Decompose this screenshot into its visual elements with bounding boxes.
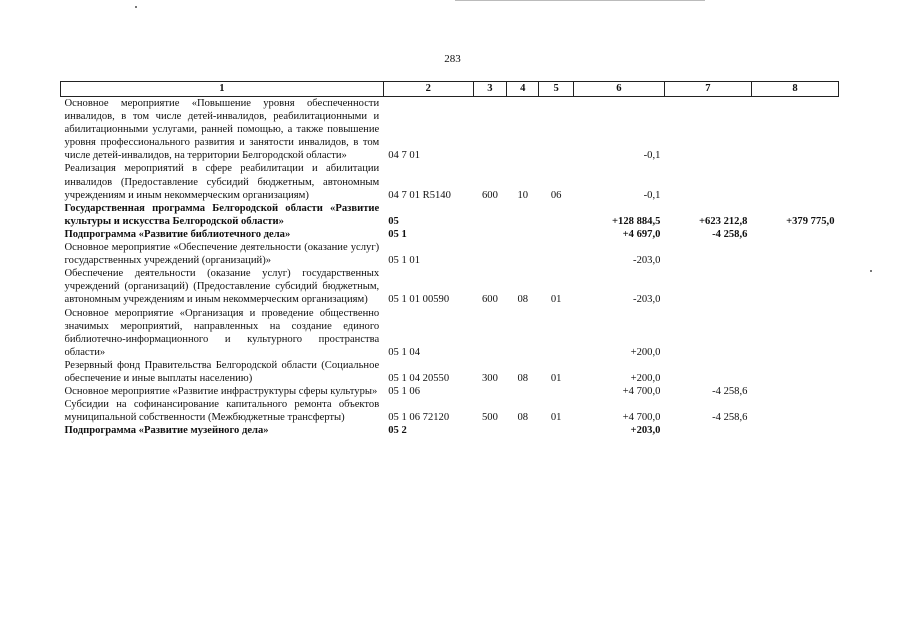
row-code: 05 1 06 72120 (388, 412, 450, 424)
row-col4 (507, 424, 539, 437)
row-col5 (539, 424, 573, 437)
table-body (61, 82, 839, 438)
row-code: 05 (388, 215, 399, 227)
row-col6: -0,1 (643, 150, 661, 162)
row-col8 (751, 267, 838, 306)
row-col7 (664, 241, 751, 267)
budget-table (60, 81, 839, 437)
row-name: Государственная программа Белгородской области «Развитие культуры и искусства Белгородской области» (64, 202, 380, 227)
row-col5: 06 (550, 189, 562, 201)
row-col4 (507, 97, 539, 163)
row-code: 05 2 (388, 425, 407, 437)
row-col3: 600 (481, 189, 498, 201)
row-col3 (473, 424, 506, 437)
row-col6: +200,0 (630, 346, 661, 358)
row-col7 (664, 97, 751, 163)
row-col8 (751, 424, 838, 437)
row-code: 05 1 (388, 228, 407, 240)
row-col7 (664, 162, 751, 201)
table-row (61, 241, 839, 267)
row-col4 (507, 241, 539, 267)
table-row (61, 202, 839, 228)
row-col8 (751, 385, 838, 398)
col-header: 4 (507, 82, 539, 97)
row-col7 (664, 307, 751, 359)
row-col8 (751, 241, 838, 267)
row-col7: -4 258,6 (712, 228, 748, 240)
col-header: 8 (751, 82, 838, 97)
scan-speck (870, 270, 872, 272)
row-name: Резервный фонд Правительства Белгородской области (Социальное обеспечение и иные выплаты населению) (64, 359, 380, 384)
row-col6: +128 884,5 (612, 215, 661, 227)
row-col4: 08 (517, 294, 529, 306)
row-code: 05 1 06 (388, 386, 420, 398)
row-col4: 08 (517, 412, 529, 424)
table-row (61, 162, 839, 201)
row-col5 (539, 385, 573, 398)
row-col5 (539, 228, 573, 241)
row-col3 (473, 202, 506, 228)
row-code: 05 1 01 (388, 255, 420, 267)
row-col6: +203,0 (630, 425, 661, 437)
row-col8 (751, 359, 838, 385)
row-col7: -4 258,6 (712, 412, 748, 424)
row-name: Подпрограмма «Развитие музейного дела» (64, 425, 269, 437)
row-name: Основное мероприятие «Обеспечение деятельности (оказание услуг) государственных учреждений (организаций)» (64, 242, 380, 267)
row-col3 (473, 228, 506, 241)
row-name: Субсидии на софинансирование капитального ремонта объектов муниципальной собственности (Межбюджетные трансферты) (64, 399, 380, 424)
row-code: 04 7 01 R5140 (388, 189, 451, 201)
table-row (61, 267, 839, 306)
row-col4 (507, 307, 539, 359)
row-col5: 01 (550, 294, 562, 306)
row-col3: 500 (481, 412, 498, 424)
row-code: 04 7 01 (388, 150, 420, 162)
row-col6: -203,0 (633, 255, 661, 267)
row-col4: 10 (517, 189, 529, 201)
row-col3: 600 (481, 294, 498, 306)
row-col6: -0,1 (643, 189, 661, 201)
row-name: Обеспечение деятельности (оказание услуг) государственных учреждений (организаций) (Предоставление субсидий бюджетным, автономным учреждениям и иным некоммерческим организациям) (64, 268, 380, 306)
row-col3 (473, 241, 506, 267)
table-row (61, 307, 839, 359)
row-col5 (539, 97, 573, 163)
row-col6: +4 697,0 (622, 228, 661, 240)
row-col4: 08 (517, 372, 529, 384)
row-col5 (539, 241, 573, 267)
row-col8 (751, 162, 838, 201)
table-row (61, 97, 839, 163)
row-col5 (539, 202, 573, 228)
row-name: Подпрограмма «Развитие библиотечного дела» (64, 228, 291, 240)
table-row (61, 385, 839, 398)
row-col6: +200,0 (630, 372, 661, 384)
row-name: Основное мероприятие «Развитие инфраструктуры сферы культуры» (64, 386, 378, 398)
top-scan-line (455, 0, 705, 1)
row-col6: +4 700,0 (622, 386, 661, 398)
row-code: 05 1 04 20550 (388, 372, 450, 384)
row-col7 (664, 267, 751, 306)
row-col3 (473, 97, 506, 163)
col-header: 3 (473, 82, 506, 97)
page-number: 283 (444, 53, 461, 65)
row-col7: -4 258,6 (712, 386, 748, 398)
row-col6: +4 700,0 (622, 412, 661, 424)
row-col4 (507, 385, 539, 398)
row-col7: +623 212,8 (699, 215, 748, 227)
row-name: Реализация мероприятий в сфере реабилитации и абилитации инвалидов (Предоставление субсидий бюджетным, автономным учреждениям и иным некоммерческим организациям) (64, 163, 380, 201)
row-code: 05 1 01 00590 (388, 294, 450, 306)
row-col6: -203,0 (633, 294, 661, 306)
row-col3: 300 (481, 372, 498, 384)
row-col5: 01 (550, 372, 562, 384)
table-row (61, 359, 839, 385)
row-name: Основное мероприятие «Повышение уровня обеспеченности инвалидов, в том числе детей-инвалидов, реабилитационными и абилитационными услугами, ранней помощью, а также повышение уровня профессионального развития и занятости инвалидов, в том числе детей-инвалидов, на территории Белгородской области» (64, 98, 380, 162)
row-col8 (751, 307, 838, 359)
table-row (61, 424, 839, 437)
col-header: 1 (61, 82, 384, 97)
row-col5 (539, 307, 573, 359)
table-header-row (61, 82, 839, 97)
col-header: 5 (539, 82, 573, 97)
row-col7 (664, 424, 751, 437)
table-row (61, 398, 839, 424)
row-col8 (751, 97, 838, 163)
col-header: 7 (664, 82, 751, 97)
row-col8 (751, 398, 838, 424)
row-col3 (473, 385, 506, 398)
row-col4 (507, 228, 539, 241)
row-code: 05 1 04 (388, 346, 420, 358)
row-name: Основное мероприятие «Организация и проведение общественно значимых мероприятий, направленных на создание единого библиотечно-информационного и культурного пространства области» (64, 307, 380, 358)
row-col3 (473, 307, 506, 359)
row-col5: 01 (550, 412, 562, 424)
row-col8 (751, 228, 838, 241)
table-row (61, 228, 839, 241)
row-col8: +379 775,0 (786, 215, 835, 227)
col-header: 2 (383, 82, 473, 97)
row-col7 (664, 359, 751, 385)
scan-speck (135, 6, 137, 8)
row-col4 (507, 202, 539, 228)
col-header: 6 (573, 82, 664, 97)
